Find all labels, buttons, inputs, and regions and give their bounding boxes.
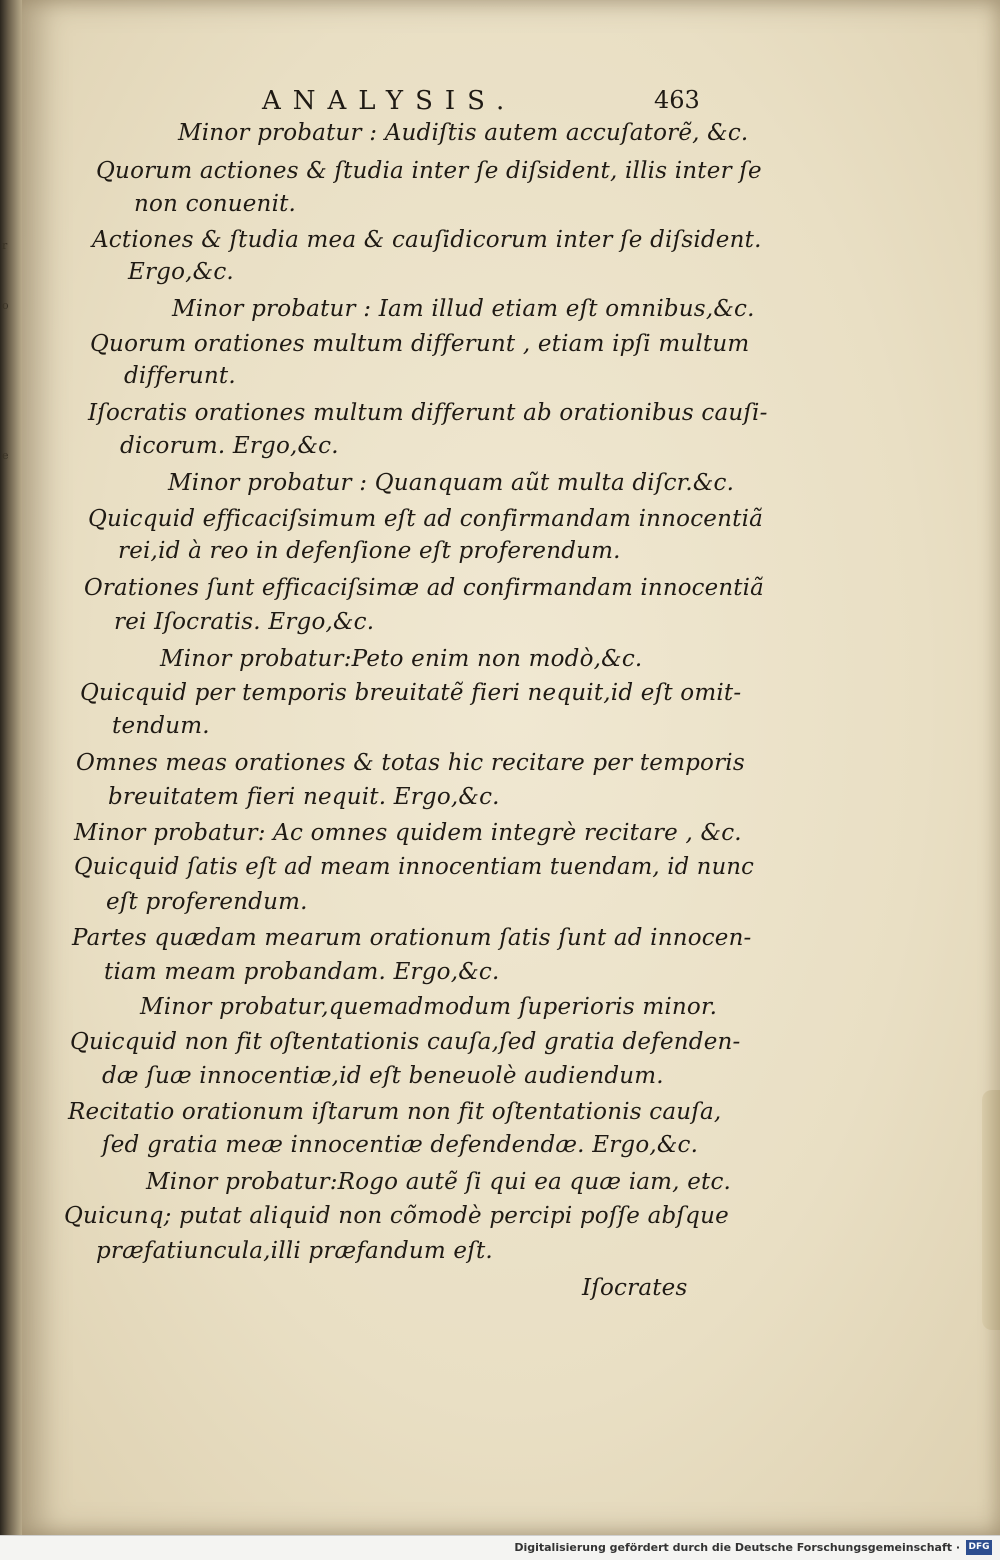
text-line: eſt proferendum. (106, 889, 308, 915)
running-title: ANALYSIS. (262, 86, 517, 116)
facing-page-edge: r o e (0, 0, 22, 1535)
text-line: Minor probatur,quemadmodum ſuperioris minor. (140, 994, 718, 1020)
text-line: Orationes ſunt efficaciſsimæ ad confirmandam innocentiã (84, 575, 764, 601)
text-line: dicorum. Ergo,&c. (120, 433, 339, 459)
text-line: Minor probatur: Ac omnes quidem integrè recitare , &c. (74, 820, 742, 846)
text-line: Quorum actiones & ſtudia inter ſe diſsident, illis inter ſe (96, 158, 762, 184)
text-line: tiam meam probandam. Ergo,&c. (104, 959, 500, 985)
text-line: Quicquid per temporis breuitatẽ fieri nequit,id eſt omit- (80, 680, 742, 706)
dfg-logo: DFG (966, 1540, 992, 1555)
text-line: Quicquid ſatis eſt ad meam innocentiam tuendam, id nunc (74, 854, 755, 880)
text-line: Minor probatur : Quanquam aũt multa diſcr.&c. (168, 470, 735, 496)
text-line: Quicquid non fit oſtentationis cauſa,ſed gratia defenden- (70, 1029, 741, 1055)
text-line: Minor probatur : Iam illud etiam eſt omnibus,&c. (172, 296, 755, 322)
text-line: rei Iſocratis. Ergo,&c. (114, 609, 375, 635)
catchword: Iſocrates (582, 1275, 688, 1301)
text-line: Minor probatur : Audiſtis autem accuſatorẽ, &c. (178, 120, 749, 146)
text-line: Quicunq; putat aliquid non cõmodè percipi poſſe abſque (64, 1203, 729, 1229)
text-line: Partes quædam mearum orationum ſatis ſunt ad innocen- (72, 925, 752, 951)
book-page (22, 0, 1000, 1535)
text-line: Quorum orationes multum differunt , etiam ipſi multum (90, 331, 750, 357)
text-line: breuitatem fieri nequit. Ergo,&c. (108, 784, 500, 810)
text-line: non conuenit. (134, 191, 297, 217)
text-line: Recitatio orationum iſtarum non fit oſtentationis cauſa, (68, 1099, 722, 1125)
text-line: differunt. (124, 363, 236, 389)
text-line: Minor probatur:Peto enim non modò,&c. (160, 646, 643, 672)
text-line: Minor probatur:Rogo autẽ ſi qui ea quæ iam, etc. (146, 1169, 732, 1195)
text-line: tendum. (112, 713, 210, 739)
text-line: Ergo,&c. (128, 259, 234, 285)
digitization-footer (0, 1535, 1000, 1560)
text-line: rei,id à reo in defenſione eſt proferendum. (118, 538, 621, 564)
footer-credit: Digitalisierung gefördert durch die Deutsche Forschungsgemeinschaft · (514, 1541, 960, 1554)
text-line: Iſocratis orationes multum differunt ab orationibus cauſi- (88, 400, 768, 426)
page-curl (982, 1090, 1000, 1330)
text-line: dæ ſuæ innocentiæ,id eſt beneuolè audiendum. (102, 1063, 664, 1089)
page-number: 463 (654, 86, 700, 114)
text-line: præfatiuncula,illi præfandum eſt. (96, 1238, 493, 1264)
text-line: Omnes meas orationes & totas hic recitare per temporis (76, 750, 745, 776)
text-line: Actiones & ſtudia mea & cauſidicorum inter ſe diſsident. (92, 227, 762, 253)
text-line: ſed gratia meæ innocentiæ defendendæ. Ergo,&c. (102, 1132, 699, 1158)
text-line: Quicquid efficaciſsimum eſt ad confirmandam innocentiã (88, 506, 764, 532)
